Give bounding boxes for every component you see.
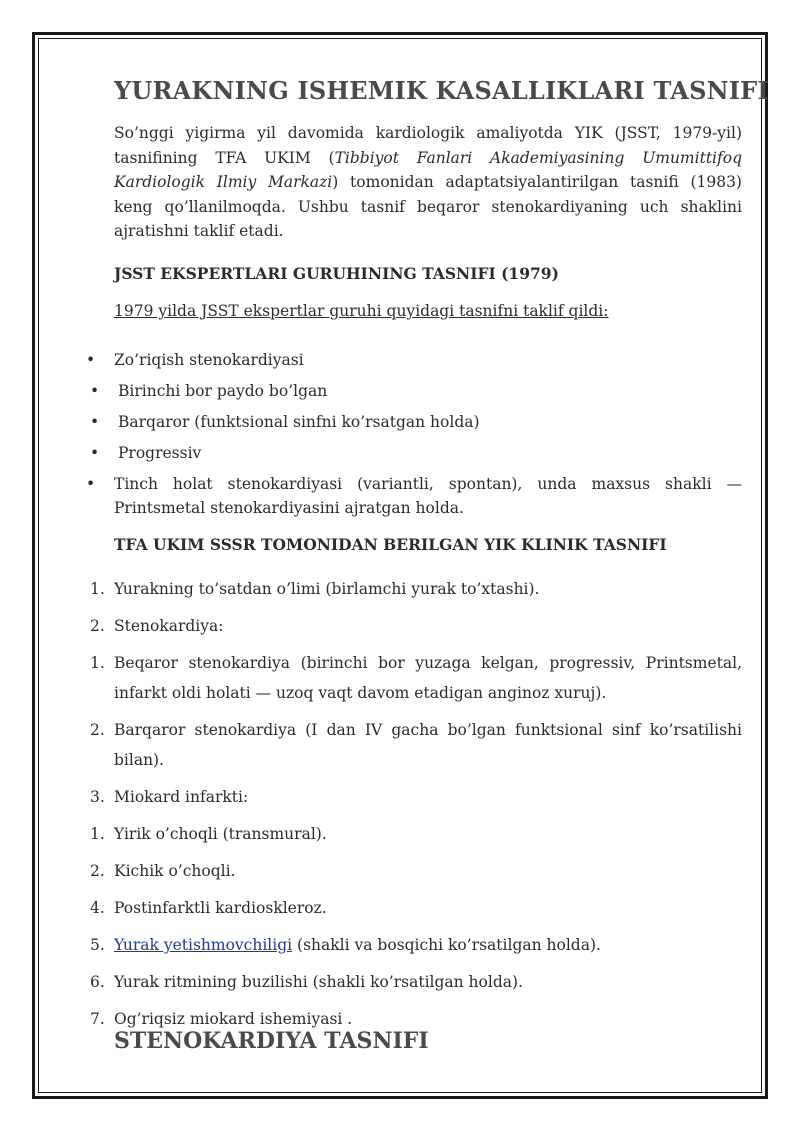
- intro-text-1: So’nggi yigirma yil davomida kardiologik amaliyotda YIK (JSST, 1979-yil) tasnifining TFA UKIM (: [114, 124, 742, 167]
- list-item-text: Barqaror stenokardiya (I dan IV gacha bo’lgan funktsional sinf ko’rsatilishi bilan).: [114, 721, 742, 769]
- list-item-text: Yurak ritmining buzilishi (shakli ko’rsatilgan holda).: [114, 973, 523, 991]
- list-number: 4.: [90, 899, 105, 917]
- link-yurak-yetishmovchiligi[interactable]: Yurak yetishmovchiligi: [114, 936, 293, 954]
- list-item-text: Progressiv: [118, 444, 202, 462]
- document-title: YURAKNING ISHEMIK KASALLIKLARI TASNIFI: [114, 76, 769, 105]
- list-number: 5.: [90, 936, 105, 954]
- list-item-text: Postinfarktli kardioskleroz.: [114, 899, 327, 917]
- list-number: 7.: [90, 1010, 105, 1028]
- list-item: [90, 715, 742, 775]
- bullet-icon: •: [86, 475, 96, 493]
- bullet-icon: •: [90, 382, 100, 400]
- list-number: 2.: [90, 862, 105, 880]
- list-item-text: Stenokardiya:: [114, 617, 224, 635]
- list-item-text: Miokard infarkti:: [114, 788, 249, 806]
- list-number: 1.: [90, 654, 105, 672]
- list-item-text: Og’riqsiz miokard ishemiyasi .: [114, 1010, 353, 1028]
- bullet-icon: •: [90, 413, 100, 431]
- list-item-text: Yurakning to’satdan o’limi (birlamchi yurak to’xtashi).: [114, 580, 540, 598]
- list-item: [90, 893, 742, 923]
- list-item: [86, 379, 742, 403]
- list-number: 1.: [90, 580, 105, 598]
- section-lead-underlined: 1979 yilda JSST ekspertlar guruhi quyidagi tasnifni taklif qildi:: [114, 302, 609, 320]
- numbered-list: [90, 574, 742, 1041]
- list-item: [90, 819, 742, 849]
- list-item-text: Beqaror stenokardiya (birinchi bor yuzaga kelgan, progressiv, Printsmetal, infarkt oldi holati — uzoq vaqt davom etadigan anginoz xuruj).: [114, 654, 742, 702]
- list-number: 6.: [90, 973, 105, 991]
- list-item: [90, 574, 742, 604]
- list-item: [86, 410, 742, 434]
- list-item: [90, 930, 742, 960]
- list-item-text: Tinch holat stenokardiyasi (variantli, spontan), unda maxsus shakli — Printsmetal stenokardiyasini ajratgan holda.: [114, 475, 742, 517]
- list-number: 2.: [90, 721, 105, 739]
- list-number: 2.: [90, 617, 105, 635]
- list-item-text: Zo’riqish stenokardiyasi: [114, 351, 304, 369]
- list-item: [90, 967, 742, 997]
- list-item-text: Yirik o’choqli (transmural).: [114, 825, 327, 843]
- list-item: [90, 648, 742, 708]
- list-item-text: [90, 930, 742, 960]
- list-item-text: Kichik o’choqli.: [114, 862, 236, 880]
- section-heading-stenokardiya: STENOKARDIYA TASNIFI: [114, 1028, 429, 1054]
- list-number: 1.: [90, 825, 105, 843]
- bullet-icon: •: [90, 444, 100, 462]
- list-item-text: Barqaror (funktsional sinfni ko’rsatgan holda): [118, 413, 480, 431]
- list-item: [86, 441, 742, 465]
- section-heading-jsst: JSST EKSPERTLARI GURUHINING TASNIFI (1979): [114, 264, 559, 283]
- list-item: [90, 856, 742, 886]
- intro-italic-text: Tibbiyot Fanlari Akademiyasining Umumittifoq Kardiologik Ilmiy Markazi: [114, 148, 742, 191]
- list-item-text: Birinchi bor paydo bo’lgan: [118, 382, 328, 400]
- list-item: [86, 472, 742, 520]
- list-item: [90, 611, 742, 641]
- intro-text-2: ) tomonidan adaptatsiyalantirilgan tasnifi (1983) keng qo’llanilmoqda. Ushbu tasnif beqaror stenokardiyaning uch shaklini ajratishni taklif etadi.: [114, 173, 742, 240]
- bullet-list: [86, 348, 742, 520]
- intro-paragraph: [114, 121, 742, 244]
- list-number: 3.: [90, 788, 105, 806]
- list-item: [90, 782, 742, 812]
- list-item-text-suffix: (shakli va bosqichi ko’rsatilgan holda).: [292, 936, 601, 954]
- list-item: [86, 348, 742, 372]
- section-heading-tfa-ukim: TFA UKIM SSSR TOMONIDAN BERILGAN YIK KLINIK TASNIFI: [114, 535, 667, 554]
- bullet-icon: •: [86, 351, 96, 369]
